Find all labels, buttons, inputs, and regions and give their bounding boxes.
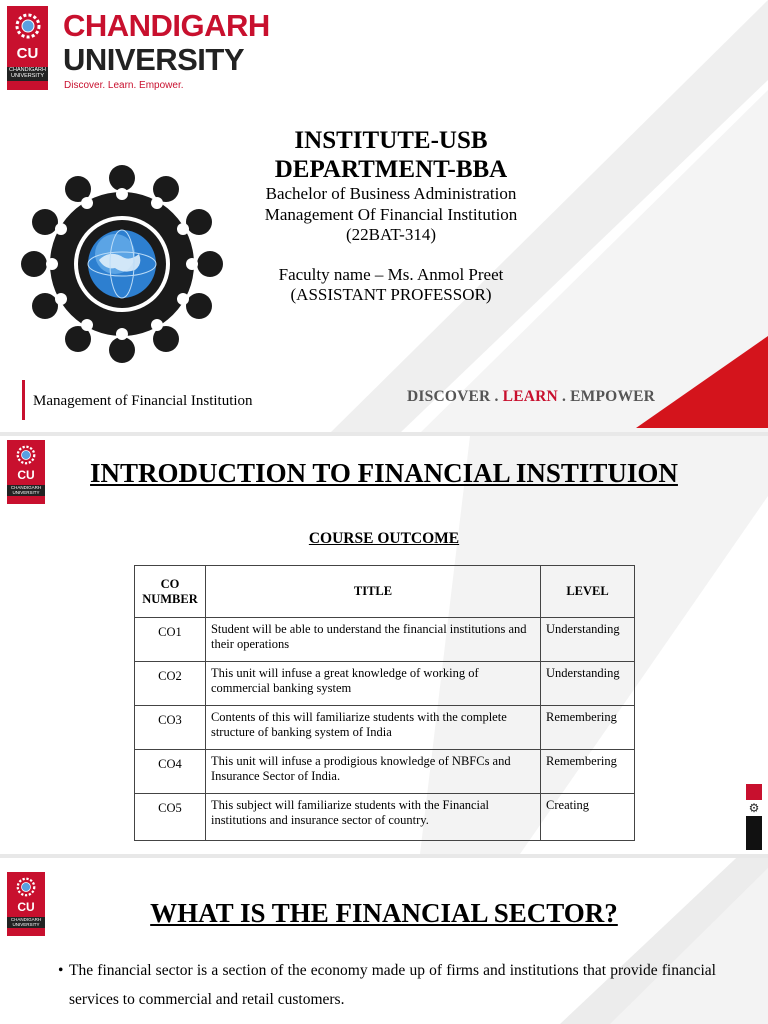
co-level: Creating — [541, 794, 635, 841]
cu-logo-subtext: CHANDIGARH UNIVERSITY — [7, 917, 45, 928]
column-header: LEVEL — [541, 566, 635, 618]
table-header-row — [135, 566, 635, 618]
university-name-line1: CHANDIGARH — [63, 8, 270, 43]
dark-block — [746, 816, 762, 850]
column-header: CO NUMBER — [135, 566, 206, 618]
course-name: Management Of Financial Institution — [264, 204, 518, 224]
slide-financial-sector — [0, 858, 768, 1024]
course-outcome-table — [134, 565, 635, 841]
cu-logo-subtext: CHANDIGARH UNIVERSITY — [7, 485, 45, 496]
co-title: This unit will infuse a prodigious knowledge of NBFCs and Insurance Sector of India. — [205, 750, 540, 794]
university-name-line2: UNIVERSITY — [63, 42, 245, 77]
table-row — [135, 706, 635, 750]
table-row — [135, 618, 635, 662]
motto-learn: LEARN — [502, 388, 558, 405]
co-level: Remembering — [541, 750, 635, 794]
course-outcome-heading: COURSE OUTCOME — [308, 530, 460, 547]
motto-discover: DISCOVER . — [407, 388, 503, 405]
co-number: CO4 — [135, 750, 206, 794]
table-row — [135, 750, 635, 794]
side-toolbar — [746, 784, 762, 850]
footer-accent-bar — [22, 380, 25, 420]
cu-logo-subtext: CHANDIGARH UNIVERSITY — [7, 67, 48, 81]
cu-emblem-icon — [14, 875, 38, 899]
bullet-marker: • — [58, 962, 64, 979]
university-name — [63, 10, 270, 75]
co-level: Understanding — [541, 662, 635, 706]
co-number: CO3 — [135, 706, 206, 750]
co-title: Contents of this will familiarize students with the complete structure of banking system of India — [205, 706, 540, 750]
title-block — [240, 126, 542, 306]
department-heading: DEPARTMENT-BBA — [274, 156, 508, 183]
red-block — [746, 784, 762, 800]
settings-icon[interactable]: ⚙ — [748, 800, 760, 815]
cu-logo-text: CU — [17, 468, 35, 482]
bullet-text: The financial sector is a section of the economy made up of firms and institutions that provide financial services to commercial and retail customers. — [69, 962, 716, 1008]
co-number: CO1 — [135, 618, 206, 662]
slide-title-financial-sector: WHAT IS THE FINANCIAL SECTOR? — [150, 898, 618, 928]
footer-course-name: Management of Financial Institution — [33, 393, 253, 409]
co-level: Understanding — [541, 618, 635, 662]
slide-title — [0, 0, 768, 433]
cu-logo-text: CU — [17, 900, 35, 914]
co-number: CO5 — [135, 794, 206, 841]
cu-emblem-icon — [12, 10, 44, 42]
co-number: CO2 — [135, 662, 206, 706]
program-name: Bachelor of Business Administration — [265, 184, 517, 203]
course-code: (22BAT-314) — [345, 225, 437, 244]
table-row — [135, 794, 635, 841]
co-title: Student will be able to understand the financial institutions and their operations — [205, 618, 540, 662]
table-row — [135, 662, 635, 706]
faculty-designation: (ASSISTANT PROFESSOR) — [290, 285, 492, 304]
co-title: This subject will familiarize students with the Financial institutions and insurance sector of country. — [205, 794, 540, 841]
gear-globe-icon — [17, 164, 227, 364]
institute-heading: INSTITUTE-USB — [294, 127, 488, 154]
co-title: This unit will infuse a great knowledge of working of commercial banking system — [205, 662, 540, 706]
faculty-name: Faculty name – Ms. Anmol Preet — [278, 264, 504, 284]
footer-motto — [407, 388, 655, 406]
cu-logo-text: CU — [16, 45, 39, 62]
column-header: TITLE — [205, 566, 540, 618]
university-tagline: Discover. Learn. Empower. — [64, 80, 184, 91]
slide-title-intro: INTRODUCTION TO FINANCIAL INSTITUION — [90, 458, 678, 488]
slide-course-outcome — [0, 436, 768, 854]
bullet-point — [58, 956, 716, 1014]
cu-logo — [7, 6, 48, 90]
co-level: Remembering — [541, 706, 635, 750]
motto-empower: . EMPOWER — [557, 388, 656, 405]
